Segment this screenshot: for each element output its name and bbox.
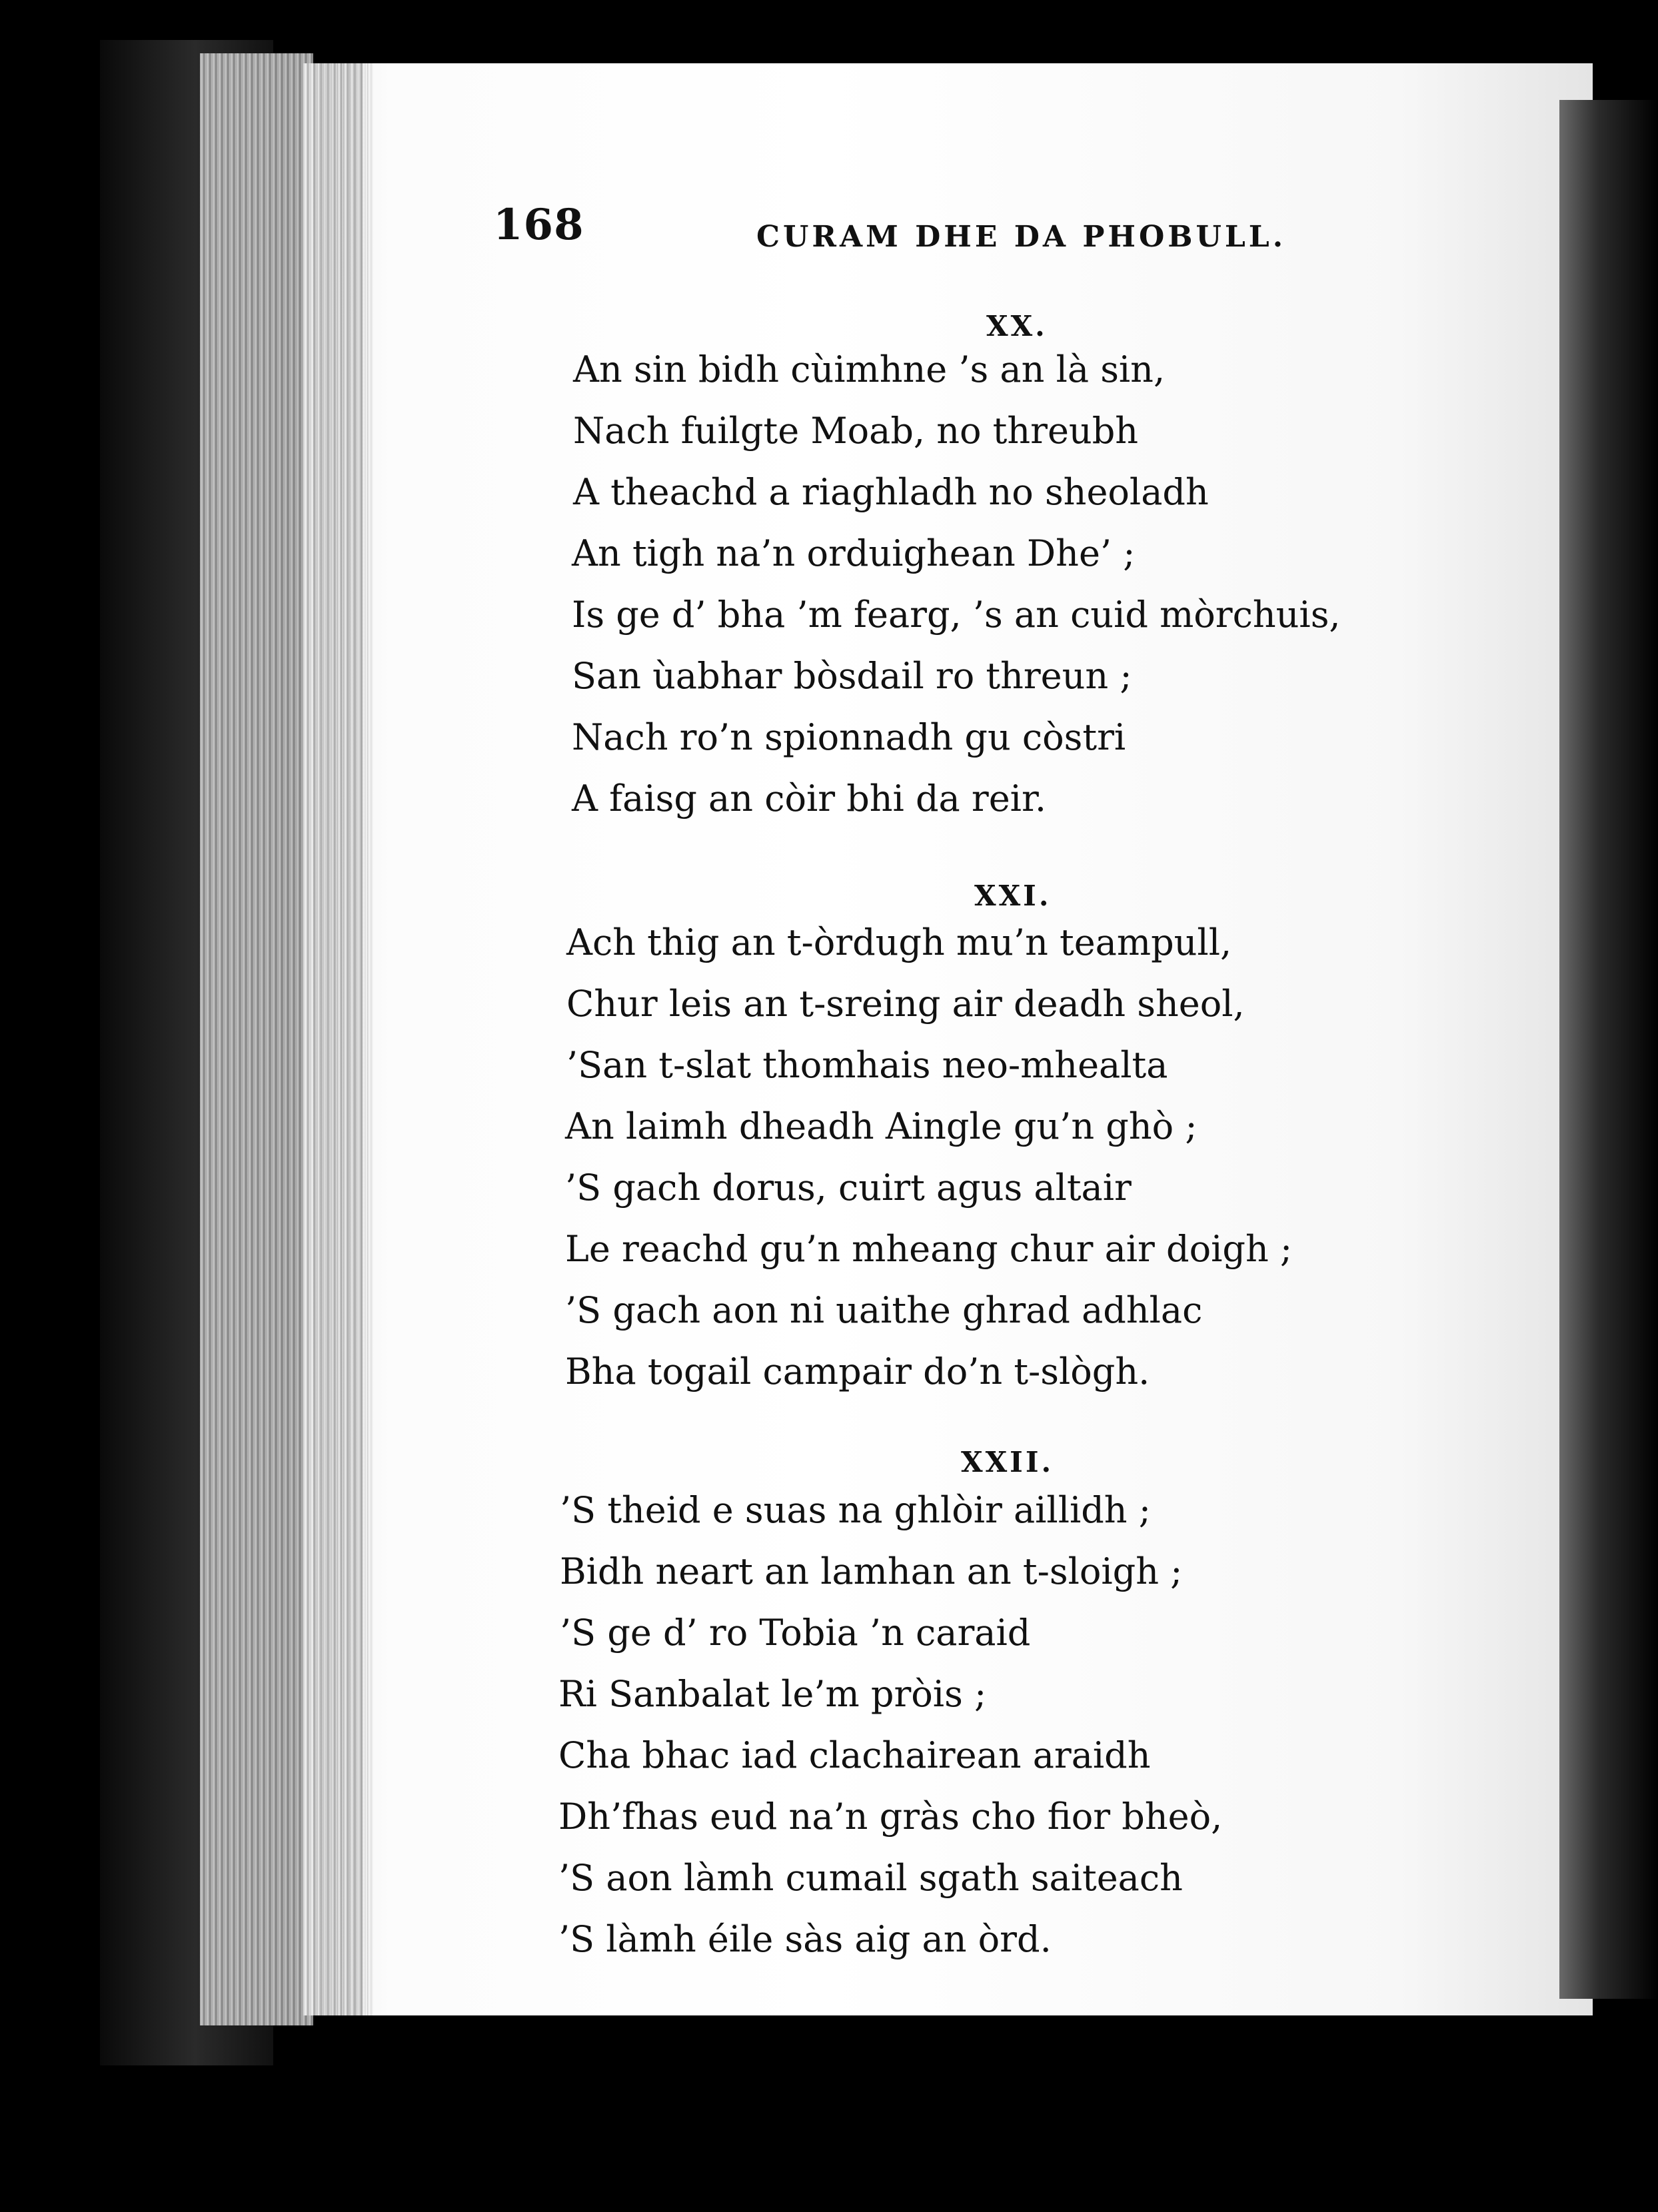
verse-line: Chur leis an t-sreing air deadh sheol, — [566, 983, 1245, 1025]
verse-line: An sin bidh cùimhne ’s an là sin, — [573, 348, 1166, 390]
verse-line: Nach fuilgte Moab, no threubh — [573, 410, 1139, 452]
verse-line: Bidh neart an lamhan an t-sloigh ; — [560, 1550, 1183, 1592]
verse-line: A theachd a riaghladh no sheoladh — [573, 471, 1209, 513]
facing-page-shadow — [1559, 100, 1658, 1999]
verse-line: Nach ro’n spionnadh gu còstri — [572, 716, 1126, 758]
verse-line: ’S ge d’ ro Tobia ’n caraid — [560, 1612, 1031, 1654]
running-head: CURAM DHE DA PHOBULL. — [756, 220, 1287, 254]
stanza-numeral: XXI. — [974, 879, 1052, 912]
verse-line: ’S làmh éile sàs aig an òrd. — [558, 1918, 1052, 1960]
stanza-numeral: XXII. — [961, 1446, 1054, 1478]
verse-line: A faisg an còir bhi da reir. — [572, 778, 1046, 820]
verse-line: Bha togail campair do’n t-slògh. — [565, 1351, 1150, 1392]
verse-line: ’S aon làmh cumail sgath saiteach — [558, 1857, 1183, 1899]
page-number: 168 — [493, 200, 584, 250]
verse-line: Ach thig an t-òrdugh mu’n teampull, — [566, 921, 1232, 963]
stacked-page-edges — [200, 53, 313, 2025]
verse-line: ’S theid e suas na ghlòir aillidh ; — [560, 1489, 1151, 1531]
verse-line: Cha bhac iad clachairean araidh — [558, 1734, 1151, 1776]
verse-line: ’S gach aon ni uaithe ghrad adhlac — [565, 1289, 1203, 1331]
verse-line: San ùabhar bòsdail ro threun ; — [572, 655, 1132, 697]
verse-line: ’San t-slat thomhais neo-mhealta — [566, 1044, 1168, 1086]
verse-line: Dh’fhas eud na’n gràs cho fior bheò, — [558, 1796, 1223, 1838]
stanza-numeral: XX. — [986, 310, 1048, 342]
verse-line: Le reachd gu’n mheang chur air doigh ; — [565, 1228, 1293, 1270]
verse-line: Ri Sanbalat le’m pròis ; — [558, 1673, 987, 1715]
verse-line: ’S gach dorus, cuirt agus altair — [565, 1167, 1132, 1209]
verse-line: An tigh na’n orduighean Dhe’ ; — [572, 532, 1136, 574]
verse-line: An laimh dheadh Aingle gu’n ghò ; — [565, 1105, 1198, 1147]
verse-line: Is ge d’ bha ’m fearg, ’s an cuid mòrchuis, — [572, 594, 1341, 636]
page-gutter-lines — [313, 63, 373, 2015]
